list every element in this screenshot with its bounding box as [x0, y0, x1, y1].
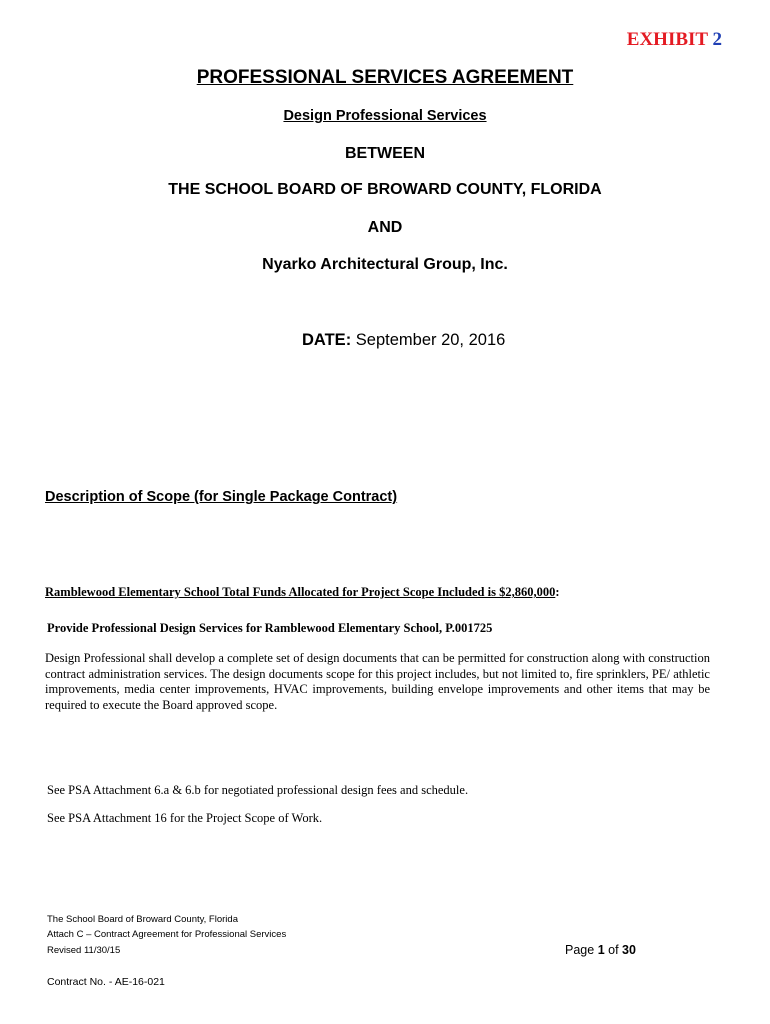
and-label: AND: [367, 219, 403, 236]
page-label: Page: [565, 943, 595, 957]
document-subtitle: Design Professional Services: [283, 108, 487, 124]
funds-suffix: :: [555, 585, 560, 599]
page-of: of: [608, 943, 619, 957]
funds-text: Ramblewood Elementary School Total Funds Allocated for Project Scope Included is $2,860,000: [45, 585, 556, 599]
footer-line-3: Revised 11/30/15: [47, 944, 121, 956]
provide-services-heading: Provide Professional Design Services for Ramblewood Elementary School, P.001725: [47, 621, 493, 635]
scope-paragraph: Design Professional shall develop a complete set of design documents that can be permitted for construction along with construction contract administration services. The design documents scope for this project includes, but not limited to, fire sprinklers, PE/ athletic improvements, media center improvements, HVAC improvements, building envelope improvements and other items that may be required to execute the Board approved scope.: [45, 651, 710, 712]
footer-line-1: The School Board of Broward County, Florida: [47, 914, 238, 925]
page-number: [565, 943, 636, 957]
exhibit-label: [627, 29, 722, 51]
agreement-date: [302, 331, 505, 350]
page-current: 1: [597, 943, 605, 957]
page-total: 30: [622, 943, 636, 957]
see-scope-note: See PSA Attachment 16 for the Project Scope of Work.: [47, 811, 323, 825]
exhibit-number: 2: [712, 29, 722, 50]
between-label: BETWEEN: [345, 145, 425, 162]
scope-heading: Description of Scope (for Single Package Contract): [45, 489, 398, 505]
date-label: DATE:: [302, 331, 352, 349]
footer-info: [47, 912, 286, 958]
footer-line-2: Attach C – Contract Agreement for Professional Services: [47, 929, 287, 941]
party-one: THE SCHOOL BOARD OF BROWARD COUNTY, FLORIDA: [168, 181, 602, 198]
date-value: September 20, 2016: [355, 331, 506, 349]
exhibit-word: EXHIBIT: [626, 29, 708, 50]
funds-allocated: [45, 585, 560, 600]
document-title: PROFESSIONAL SERVICES AGREEMENT: [196, 67, 574, 88]
see-fees-note: See PSA Attachment 6.a & 6.b for negotiated professional design fees and schedule.: [47, 783, 469, 797]
contract-number: Contract No. - AE-16-021: [47, 976, 165, 988]
party-two: Nyarko Architectural Group, Inc.: [262, 256, 508, 273]
